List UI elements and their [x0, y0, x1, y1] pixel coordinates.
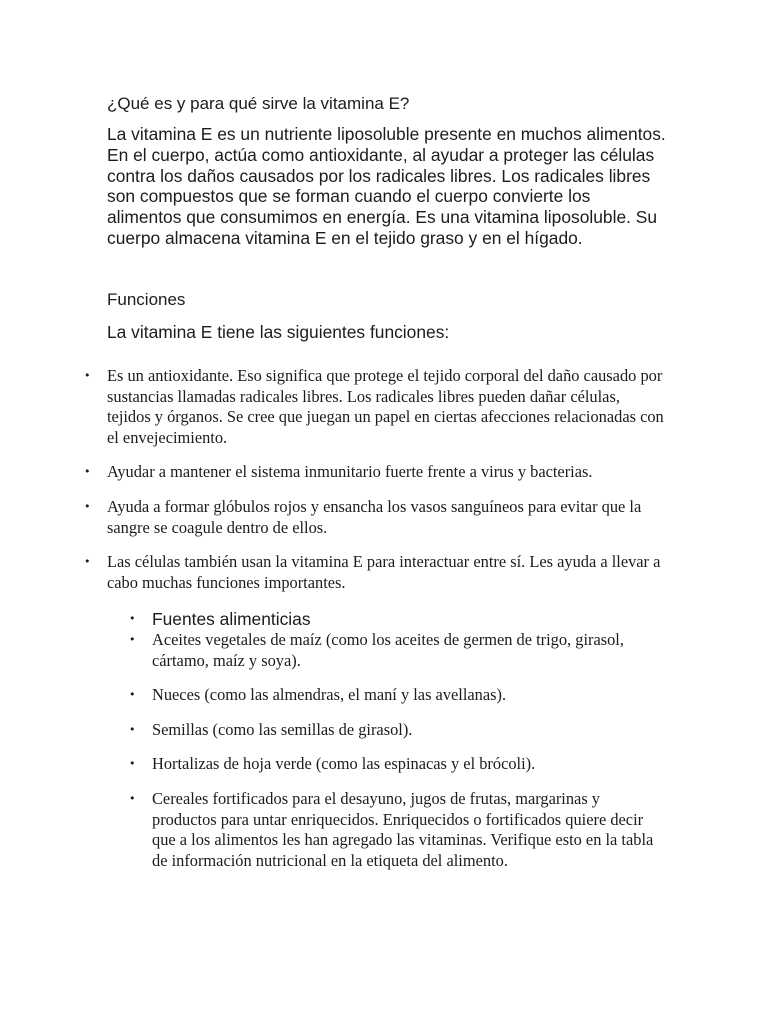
- bullet-icon: •: [129, 612, 136, 625]
- bullet-icon: •: [84, 465, 91, 479]
- list-item-text: Nueces (como las almendras, el maní y las avellanas).: [152, 685, 507, 705]
- bullet-icon: •: [129, 791, 136, 805]
- list-item: [129, 630, 667, 671]
- section-title-funciones: Funciones: [107, 290, 186, 309]
- list-item: [84, 462, 667, 483]
- list-item: [129, 719, 667, 741]
- list-item: [84, 552, 667, 593]
- list-item-text: Aceites vegetales de maíz (como los aceites de germen de trigo, girasol, cártamo, maíz y soya).: [152, 630, 624, 670]
- bullet-icon: •: [84, 369, 91, 382]
- list-item: [129, 788, 667, 871]
- intro-paragraph: La vitamina E es un nutriente liposoluble presente en muchos alimentos. En el cuerpo, actúa como antioxidante, al ayudar a proteger las células contra los daños causados por los radicales libres. Los radicales libres son compuestos que se forman cuando el cuerpo convierte los alimentos que consumimos en energía. Es una vitamina liposoluble. Su cuerpo almacena vitamina E en el tejido graso y en el hígado.: [107, 124, 666, 248]
- list-item-text: Cereales fortificados para el desayuno, jugos de frutas, margarinas y productos para untar enriquecidos. Enriquecidos o fortificados quiere decir que a los alimentos les han agregado las vitaminas. Verifique esto en la tabla de información nutricional en la etiqueta del alimento.: [152, 788, 654, 870]
- bullet-icon: •: [129, 757, 136, 771]
- bullet-icon: •: [129, 688, 136, 702]
- list-item: [84, 366, 667, 448]
- list-item: [129, 754, 667, 775]
- bullet-icon: •: [129, 722, 136, 736]
- list-item-text: Hortalizas de hoja verde (como las espinacas y el brócoli).: [152, 754, 536, 774]
- bullet-icon: •: [84, 499, 91, 513]
- list-item-text: Semillas (como las semillas de girasol).: [152, 719, 413, 739]
- fuentes-list: [129, 608, 667, 871]
- funciones-lead-paragraph: La vitamina E tiene las siguientes funciones:: [107, 322, 450, 342]
- bullet-icon: •: [84, 555, 91, 569]
- list-item-text: Ayuda a formar glóbulos rojos y ensancha los vasos sanguíneos para evitar que la sangre se coagule dentro de ellos.: [107, 496, 642, 537]
- section-title-fuentes: [129, 608, 667, 630]
- funciones-list: [84, 366, 667, 593]
- list-item: [129, 685, 667, 706]
- list-item-text: Ayudar a mantener el sistema inmunitario fuerte frente a virus y bacterias.: [107, 462, 593, 482]
- list-item: [84, 496, 667, 538]
- bullet-icon: •: [129, 633, 136, 646]
- page-title: ¿Qué es y para qué sirve la vitamina E?: [107, 94, 410, 113]
- list-item-text: Es un antioxidante. Eso significa que protege el tejido corporal del daño causado por sustancias llamadas radicales libres. Los radicales libres pueden dañar células, tejidos y órganos. Se cree que juegan un papel en ciertas afecciones relacionadas con el envejecimiento.: [107, 366, 664, 447]
- list-item-text: Las células también usan la vitamina E para interactuar entre sí. Les ayuda a llevar a cabo muchas funciones importantes.: [107, 552, 661, 592]
- list-item-text: Fuentes alimenticias: [152, 609, 311, 629]
